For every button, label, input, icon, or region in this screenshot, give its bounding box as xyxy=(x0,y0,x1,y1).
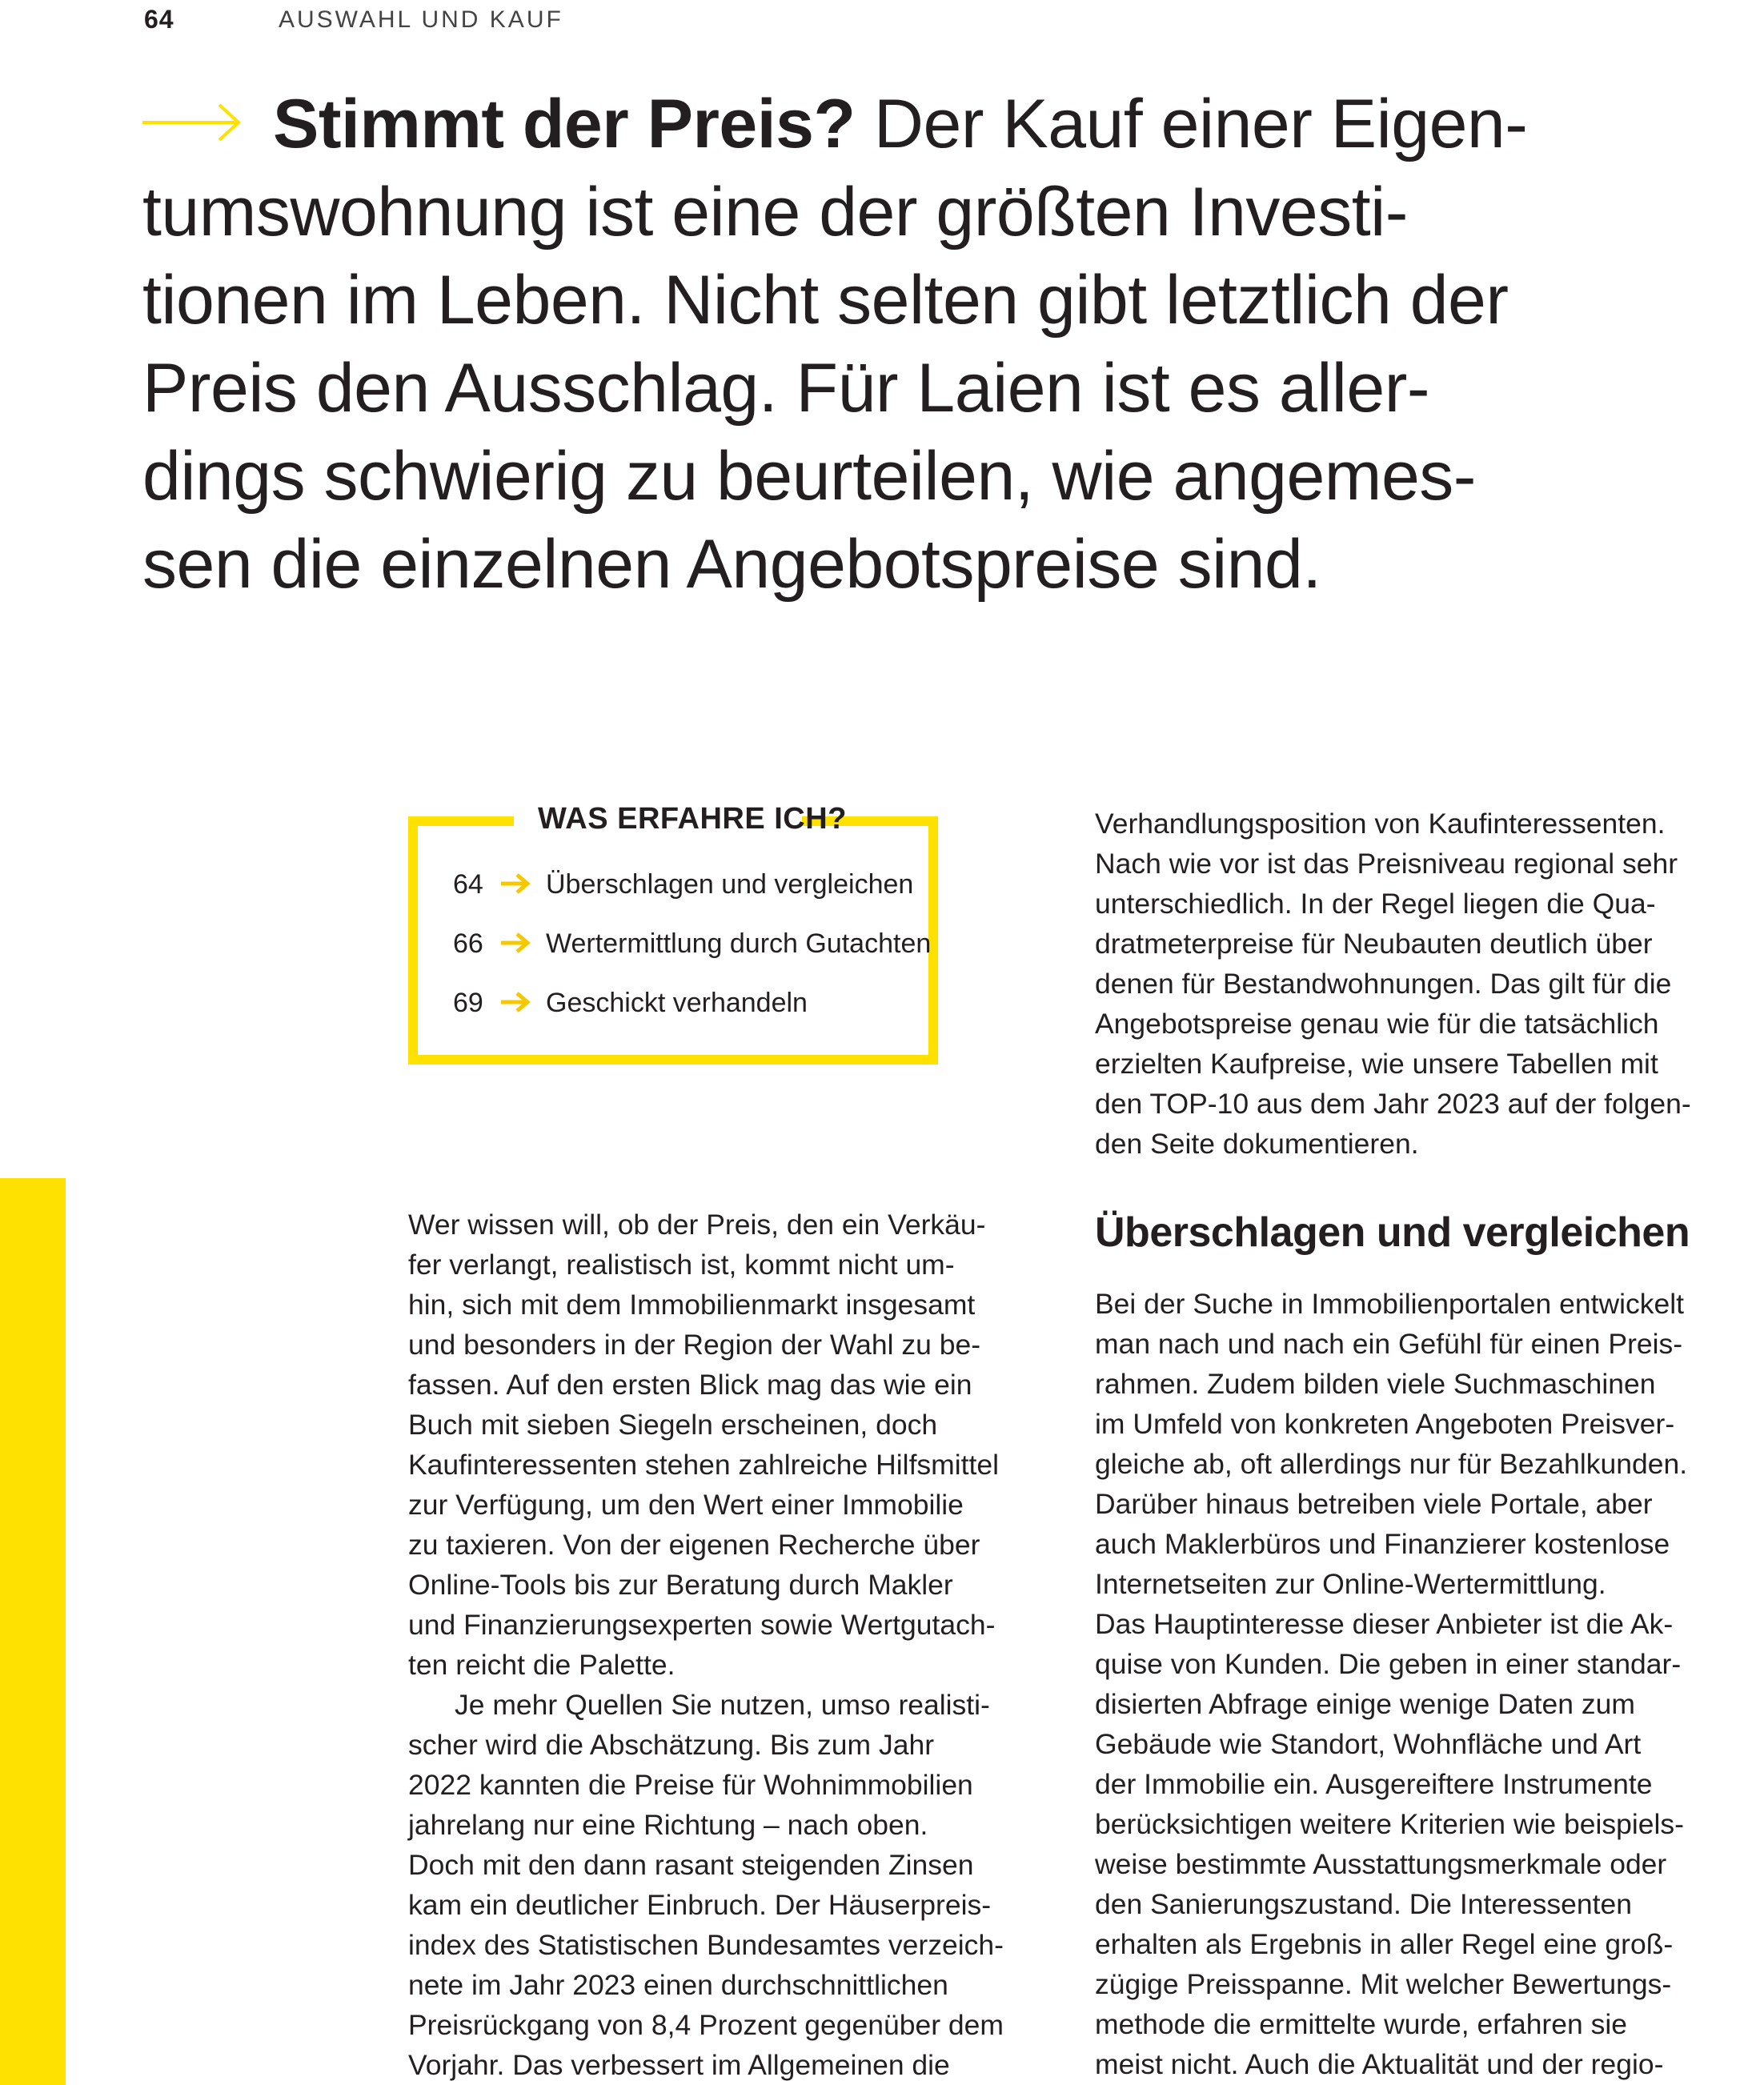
decorative-side-bar xyxy=(0,1178,66,2085)
text-line: scher wird die Abschätzung. Bis zum Jahr xyxy=(408,1729,935,1761)
page-number: 64 xyxy=(144,5,174,34)
text-line: unterschiedlich. In der Regel liegen die Qua- xyxy=(1095,888,1656,920)
toc-title: WAS ERFAHRE ICH? xyxy=(538,802,847,836)
text-line: 2022 kannten die Preise für Wohnimmobilien xyxy=(408,1769,973,1801)
arrow-right-icon xyxy=(499,931,531,955)
toc-item-label: Wertermittlung durch Gutachten xyxy=(546,928,932,959)
text-line: Angebotspreise genau wie für die tatsächlich xyxy=(1095,1008,1659,1040)
text-line: Gebäude wie Standort, Wohnfläche und Art xyxy=(1095,1728,1642,1760)
paragraph xyxy=(408,1685,1040,2085)
text-line: fer verlangt, realistisch ist, kommt nicht um- xyxy=(408,1249,955,1281)
toc-item[interactable] xyxy=(453,988,808,1028)
text-line: Internetseiten zur Online-Wertermittlung. xyxy=(1095,1568,1606,1600)
text-line: Vorjahr. Das verbessert im Allgemeinen die xyxy=(408,2049,950,2081)
text-line: erzielten Kaufpreise, wie unsere Tabellen mit xyxy=(1095,1048,1658,1080)
text-line: rahmen. Zudem bilden viele Suchmaschinen xyxy=(1095,1368,1656,1400)
toc-item-page: 64 xyxy=(453,869,483,900)
intro-line: Preis den Ausschlag. Für Laien ist es aller- xyxy=(142,350,1430,427)
toc-item-label: Geschickt verhandeln xyxy=(546,988,808,1018)
text-line: Bei der Suche in Immobilienportalen entwickelt xyxy=(1095,1288,1685,1320)
text-line: den Seite dokumentieren. xyxy=(1095,1128,1419,1160)
intro-line: sen die einzelnen Angebotspreise sind. xyxy=(142,526,1321,603)
text-line: index des Statistischen Bundesamtes verzeich- xyxy=(408,1929,1004,1961)
right-column-bottom-text xyxy=(1095,1284,1735,2084)
arrow-right-icon xyxy=(142,102,243,142)
toc-item-page: 69 xyxy=(453,988,483,1018)
intro-text xyxy=(142,80,1663,608)
text-line: Online-Tools bis zur Beratung durch Makler xyxy=(408,1569,953,1601)
intro-line: tumswohnung ist eine der größten Investi- xyxy=(142,174,1408,251)
text-line: der Immobilie ein. Ausgereiftere Instrumente xyxy=(1095,1768,1653,1800)
section-heading: Überschlagen und vergleichen xyxy=(1095,1209,1690,1256)
text-line: zügige Preisspanne. Mit welcher Bewertungs- xyxy=(1095,1968,1672,2000)
text-line: und Finanzierungsexperten sowie Wertgutach- xyxy=(408,1609,996,1641)
text-line: ten reicht die Palette. xyxy=(408,1649,676,1681)
text-line: man nach und nach ein Gefühl für einen Preis- xyxy=(1095,1328,1683,1360)
intro-line: Der Kauf einer Eigen- xyxy=(855,86,1528,162)
text-line: Kaufinteressenten stehen zahlreiche Hilfsmittel xyxy=(408,1449,999,1481)
intro-line-1 xyxy=(142,80,1663,168)
text-line: Buch mit sieben Siegeln erscheinen, doch xyxy=(408,1409,938,1441)
paragraph xyxy=(408,1205,1040,1685)
text-line: nete im Jahr 2023 einen durchschnittlichen xyxy=(408,1969,948,2001)
text-line: Nach wie vor ist das Preisniveau regional sehr xyxy=(1095,848,1678,880)
intro-lead-question: Stimmt der Preis? xyxy=(273,86,856,162)
text-line: zur Verfügung, um den Wert einer Immobilie xyxy=(408,1489,964,1521)
intro-line: tionen im Leben. Nicht selten gibt letztlich der xyxy=(142,262,1509,339)
left-column-text xyxy=(408,1205,1040,2085)
intro-line: dings schwierig zu beurteilen, wie angemes- xyxy=(142,438,1476,515)
text-line: disierten Abfrage einige wenige Daten zum xyxy=(1095,1688,1635,1720)
text-line: kam ein deutlicher Einbruch. Der Häuserpreis- xyxy=(408,1889,992,1921)
text-line: methode die ermittelte wurde, erfahren sie xyxy=(1095,2008,1627,2040)
text-line: fassen. Auf den ersten Blick mag das wie ein xyxy=(408,1369,972,1401)
text-line: gleiche ab, oft allerdings nur für Bezahlkunden. xyxy=(1095,1448,1688,1480)
text-line: Preisrückgang von 8,4 Prozent gegenüber dem xyxy=(408,2009,1004,2041)
text-line: Das Hauptinteresse dieser Anbieter ist die Ak- xyxy=(1095,1608,1674,1640)
text-line: und besonders in der Region der Wahl zu be- xyxy=(408,1329,981,1361)
text-line: quise von Kunden. Die geben in einer standar- xyxy=(1095,1648,1682,1680)
arrow-right-icon xyxy=(499,872,531,896)
text-line: berücksichtigen weitere Kriterien wie beispiels- xyxy=(1095,1808,1684,1840)
text-line: weise bestimmte Ausstattungsmerkmale oder xyxy=(1095,1848,1667,1880)
toc-item[interactable] xyxy=(453,928,931,968)
text-line: hin, sich mit dem Immobilienmarkt insgesamt xyxy=(408,1289,976,1321)
text-line: Wer wissen will, ob der Preis, den ein Verkäu- xyxy=(408,1209,986,1241)
running-head: AUSWAHL UND KAUF xyxy=(279,6,563,33)
text-line: den TOP-10 aus dem Jahr 2023 auf der folgen- xyxy=(1095,1088,1691,1120)
text-line: Darüber hinaus betreiben viele Portale, aber xyxy=(1095,1488,1653,1520)
toc-item-page: 66 xyxy=(453,928,483,959)
toc-item[interactable] xyxy=(453,869,913,909)
toc-frame-top-left xyxy=(408,816,514,826)
text-line: Doch mit den dann rasant steigenden Zinsen xyxy=(408,1849,974,1881)
right-column-top-text xyxy=(1095,804,1735,1164)
text-line: erhalten als Ergebnis in aller Regel eine groß- xyxy=(1095,1928,1674,1960)
text-line: dratmeterpreise für Neubauten deutlich über xyxy=(1095,928,1653,960)
text-line: jahrelang nur eine Richtung – nach oben. xyxy=(408,1809,928,1841)
text-line: auch Maklerbüros und Finanzierer kostenlose xyxy=(1095,1528,1670,1560)
text-line: im Umfeld von konkreten Angeboten Preisver- xyxy=(1095,1408,1675,1440)
text-line: meist nicht. Auch die Aktualität und der regio- xyxy=(1095,2048,1664,2080)
text-line: Je mehr Quellen Sie nutzen, umso realisti- xyxy=(455,1689,990,1721)
text-line: zu taxieren. Von der eigenen Recherche über xyxy=(408,1529,980,1561)
text-line: denen für Bestandwohnungen. Das gilt für die xyxy=(1095,968,1672,1000)
toc-item-label: Überschlagen und vergleichen xyxy=(546,869,914,900)
arrow-right-icon xyxy=(499,990,531,1014)
text-line: Verhandlungsposition von Kaufinteressenten. xyxy=(1095,808,1666,840)
text-line: den Sanierungszustand. Die Interessenten xyxy=(1095,1888,1632,1920)
